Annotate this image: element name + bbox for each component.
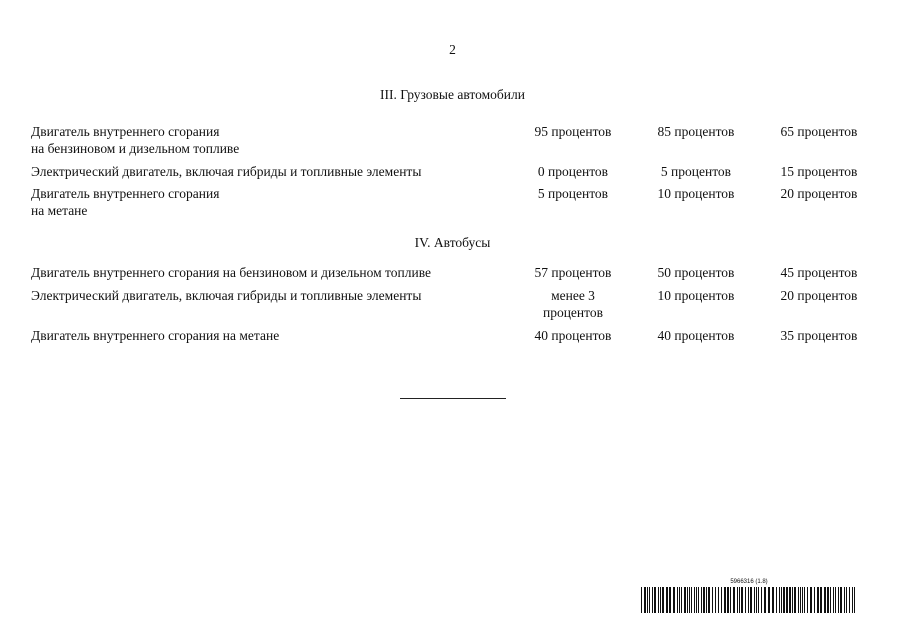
- barcode-bar: [745, 587, 746, 613]
- value-cell: 95 процентов: [534, 124, 612, 139]
- barcode-bar: [687, 587, 688, 613]
- value-cell: 50 процентов: [657, 265, 735, 280]
- barcode-bar: [820, 587, 822, 613]
- barcode-bar: [641, 587, 642, 613]
- barcode-bar: [694, 587, 695, 613]
- barcode-bar: [660, 587, 661, 613]
- value-cell: 57 процентов: [534, 265, 612, 280]
- barcode-bar: [741, 587, 743, 613]
- value-cell: 45 процентов: [780, 265, 858, 280]
- barcode-bar: [652, 587, 653, 613]
- barcode-bar: [647, 587, 648, 613]
- barcode-bar: [662, 587, 664, 613]
- row-label-line: на метане: [31, 203, 88, 218]
- barcode-bar: [772, 587, 774, 613]
- row-label: [31, 264, 511, 281]
- barcode-bar: [698, 587, 699, 613]
- barcode-bar: [724, 587, 726, 613]
- barcode-bar: [677, 587, 678, 613]
- page-number: 2: [449, 42, 456, 57]
- barcode-bar: [689, 587, 690, 613]
- barcode-bar: [727, 587, 729, 613]
- barcode-bar: [852, 587, 853, 613]
- barcode-bar: [840, 587, 842, 613]
- barcode-bar: [844, 587, 845, 613]
- barcode-bar: [794, 587, 796, 613]
- row-label-line: Электрический двигатель, включая гибриды и топливные элементы: [31, 288, 422, 303]
- row-label-line: Двигатель внутреннего сгорания на бензиновом и дизельном топливе: [31, 265, 432, 280]
- barcode-bar: [673, 587, 675, 613]
- row-label-line: на бензиновом и дизельном топливе: [31, 141, 240, 156]
- barcode-bar: [666, 587, 668, 613]
- barcode-bar: [739, 587, 740, 613]
- barcode-bar: [761, 587, 762, 613]
- barcode-bar: [786, 587, 788, 613]
- value-cell-line: менее 3: [551, 288, 595, 303]
- barcode-bar: [781, 587, 782, 613]
- barcode-caption: 5966316 (1.8): [730, 579, 768, 585]
- value-cell: 5 процентов: [660, 164, 732, 179]
- barcode-bar: [748, 587, 749, 613]
- barcode-bar: [776, 587, 777, 613]
- barcode-bar: [715, 587, 716, 613]
- section-heading-trucks: III. Грузовые автомобили: [380, 87, 525, 102]
- closing-separator-line: [400, 398, 506, 399]
- value-cell: 20 процентов: [780, 288, 858, 303]
- barcode-bar: [701, 587, 702, 613]
- barcode-bar: [814, 587, 815, 613]
- value-cell: 65 процентов: [780, 124, 858, 139]
- value-cell: 10 процентов: [657, 186, 735, 201]
- barcode-bar: [802, 587, 803, 613]
- section-heading-buses: IV. Автобусы: [414, 235, 491, 250]
- barcode-bar: [754, 587, 755, 613]
- value-cell: 35 процентов: [780, 328, 858, 343]
- barcode-bar: [681, 587, 682, 613]
- barcode-bar: [798, 587, 799, 613]
- value-cell-line: процентов: [542, 305, 603, 320]
- barcode-bar: [712, 587, 713, 613]
- value-cell: 10 процентов: [657, 288, 735, 303]
- barcode-bar: [849, 587, 850, 613]
- barcode-bar: [827, 587, 829, 613]
- row-label-line: Двигатель внутреннего сгорания: [31, 186, 220, 201]
- barcode: [641, 579, 857, 613]
- barcode-icon: [641, 587, 857, 613]
- barcode-bar: [764, 587, 766, 613]
- barcode-bar: [758, 587, 759, 613]
- barcode-bar: [804, 587, 805, 613]
- barcode-bar: [756, 587, 757, 613]
- value-cell: 15 процентов: [780, 164, 858, 179]
- barcode-bar: [684, 587, 686, 613]
- barcode-bar: [718, 587, 719, 613]
- barcode-bar: [703, 587, 705, 613]
- barcode-bar: [800, 587, 801, 613]
- barcode-bar: [783, 587, 785, 613]
- barcode-bar: [810, 587, 812, 613]
- barcode-bar: [768, 587, 770, 613]
- barcode-bar: [792, 587, 793, 613]
- barcode-bar: [696, 587, 697, 613]
- barcode-bar: [750, 587, 752, 613]
- barcode-bar: [691, 587, 692, 613]
- barcode-bar: [846, 587, 847, 613]
- barcode-bar: [779, 587, 780, 613]
- barcode-bar: [838, 587, 839, 613]
- barcode-bar: [835, 587, 836, 613]
- barcode-bar: [824, 587, 826, 613]
- barcode-bar: [644, 587, 646, 613]
- row-label: [31, 163, 511, 180]
- row-label: [31, 185, 511, 219]
- value-cell: [520, 287, 626, 321]
- barcode-bar: [830, 587, 831, 613]
- barcode-bar: [789, 587, 791, 613]
- row-label: [31, 123, 511, 157]
- barcode-bar: [733, 587, 735, 613]
- value-cell: 20 процентов: [780, 186, 858, 201]
- barcode-bar: [817, 587, 819, 613]
- value-cell: 40 процентов: [534, 328, 612, 343]
- barcode-bar: [649, 587, 650, 613]
- barcode-bar: [654, 587, 656, 613]
- barcode-bar: [706, 587, 707, 613]
- value-cell: 5 процентов: [537, 186, 609, 201]
- barcode-bar: [807, 587, 808, 613]
- row-label: [31, 327, 511, 344]
- barcode-bar: [658, 587, 659, 613]
- value-cell: 40 процентов: [657, 328, 735, 343]
- barcode-bar: [669, 587, 671, 613]
- row-label-line: Двигатель внутреннего сгорания на метане: [31, 328, 280, 343]
- value-cell: 0 процентов: [537, 164, 609, 179]
- row-label: [31, 287, 511, 304]
- barcode-bar: [721, 587, 722, 613]
- row-label-line: Электрический двигатель, включая гибриды и топливные элементы: [31, 164, 422, 179]
- row-label-line: Двигатель внутреннего сгорания: [31, 124, 220, 139]
- barcode-bar: [833, 587, 834, 613]
- barcode-bar: [737, 587, 738, 613]
- barcode-bar: [854, 587, 855, 613]
- barcode-bar: [730, 587, 731, 613]
- value-cell: 85 процентов: [657, 124, 735, 139]
- barcode-bar: [679, 587, 680, 613]
- barcode-bar: [708, 587, 710, 613]
